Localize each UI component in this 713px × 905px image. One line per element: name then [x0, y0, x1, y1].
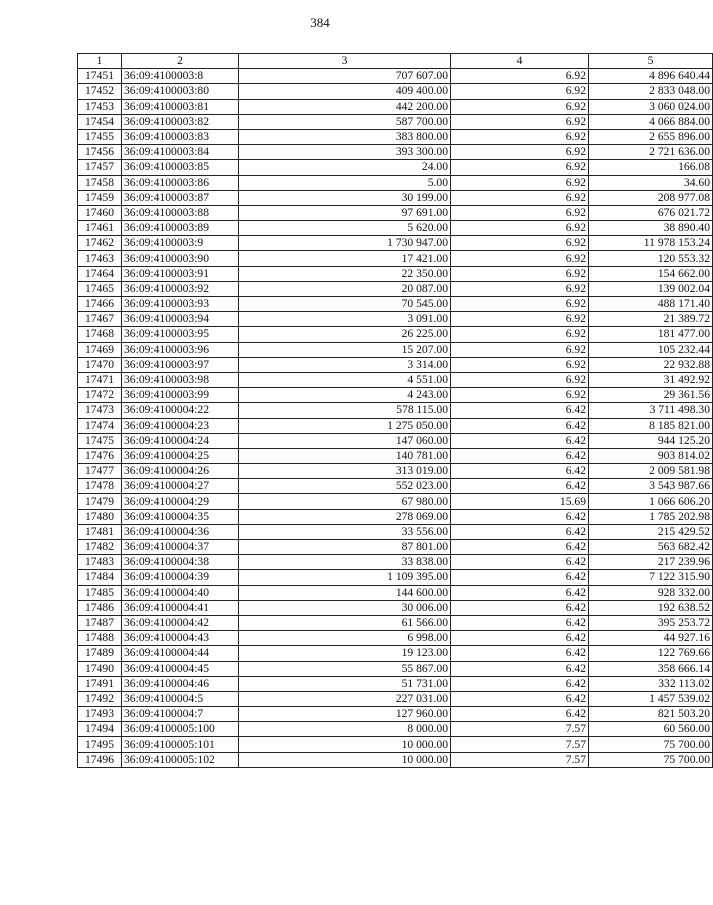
- table-row: [78, 221, 713, 236]
- table-cell: 17475: [78, 433, 122, 448]
- table-cell: 17462: [78, 236, 122, 251]
- table-cell: 8 000.00: [239, 722, 451, 737]
- table-cell: 36:09:4100003:85: [122, 160, 239, 175]
- table-cell: 17 421.00: [239, 251, 451, 266]
- table-cell: 7.57: [451, 752, 589, 767]
- table-cell: 6.42: [451, 661, 589, 676]
- table-cell: 10 000.00: [239, 752, 451, 767]
- table-cell: 36:09:4100003:97: [122, 357, 239, 372]
- table-cell: 36:09:4100003:89: [122, 221, 239, 236]
- table-cell: 17480: [78, 509, 122, 524]
- table-row: [78, 479, 713, 494]
- table-cell: 17472: [78, 388, 122, 403]
- table-cell: 6.92: [451, 266, 589, 281]
- table-cell: 36:09:4100004:5: [122, 691, 239, 706]
- table-cell: 1 066 606.20: [589, 494, 713, 509]
- table-cell: 36:09:4100004:37: [122, 540, 239, 555]
- table-cell: 36:09:4100003:8: [122, 69, 239, 84]
- table-cell: 1 785 202.98: [589, 509, 713, 524]
- table-cell: 313 019.00: [239, 464, 451, 479]
- table-row: [78, 190, 713, 205]
- table-cell: 6.92: [451, 160, 589, 175]
- table-cell: 6.42: [451, 615, 589, 630]
- table-cell: 97 691.00: [239, 205, 451, 220]
- table-cell: 7 122 315.90: [589, 570, 713, 585]
- table-row: [78, 707, 713, 722]
- table-cell: 36:09:4100003:99: [122, 388, 239, 403]
- table-cell: 3 314.00: [239, 357, 451, 372]
- table-cell: 2 655 896.00: [589, 129, 713, 144]
- table-cell: 36:09:4100004:25: [122, 448, 239, 463]
- table-cell: 144 600.00: [239, 585, 451, 600]
- table-cell: 6.92: [451, 297, 589, 312]
- table-cell: 15 207.00: [239, 342, 451, 357]
- table-cell: 6.42: [451, 676, 589, 691]
- table-cell: 24.00: [239, 160, 451, 175]
- table-cell: 6.92: [451, 145, 589, 160]
- table-row: [78, 388, 713, 403]
- table-row: [78, 160, 713, 175]
- table-cell: 4 243.00: [239, 388, 451, 403]
- table-cell: 6.42: [451, 418, 589, 433]
- table-cell: 1 109 395.00: [239, 570, 451, 585]
- table-cell: 6.42: [451, 585, 589, 600]
- table-cell: 6.42: [451, 646, 589, 661]
- table-row: [78, 205, 713, 220]
- table-row: [78, 737, 713, 752]
- table-body: [78, 69, 713, 768]
- table-cell: 6.92: [451, 69, 589, 84]
- table-cell: 17471: [78, 372, 122, 387]
- table-cell: 6.92: [451, 205, 589, 220]
- table-row: [78, 494, 713, 509]
- table-cell: 217 239.96: [589, 555, 713, 570]
- table-cell: 7.57: [451, 737, 589, 752]
- table-row: [78, 540, 713, 555]
- table-cell: 6.92: [451, 236, 589, 251]
- table-cell: 36:09:4100004:26: [122, 464, 239, 479]
- table-cell: 105 232.44: [589, 342, 713, 357]
- table-cell: 6.92: [451, 114, 589, 129]
- table-cell: 17496: [78, 752, 122, 767]
- table-cell: 6.92: [451, 221, 589, 236]
- table-cell: 38 890.40: [589, 221, 713, 236]
- table-cell: 6.92: [451, 175, 589, 190]
- table-row: [78, 297, 713, 312]
- table-cell: 6.92: [451, 281, 589, 296]
- table-cell: 36:09:4100004:42: [122, 615, 239, 630]
- table-cell: 6.92: [451, 190, 589, 205]
- table-cell: 6.92: [451, 388, 589, 403]
- table-cell: 1 730 947.00: [239, 236, 451, 251]
- table-row: [78, 570, 713, 585]
- table-cell: 6.42: [451, 403, 589, 418]
- table-cell: 393 300.00: [239, 145, 451, 160]
- table-row: [78, 266, 713, 281]
- table-cell: 30 006.00: [239, 600, 451, 615]
- table-cell: 903 814.02: [589, 448, 713, 463]
- table-row: [78, 509, 713, 524]
- table-cell: 75 700.00: [589, 737, 713, 752]
- table-cell: 70 545.00: [239, 297, 451, 312]
- table-cell: 17458: [78, 175, 122, 190]
- table-row: [78, 676, 713, 691]
- table-cell: 61 566.00: [239, 615, 451, 630]
- table-cell: 17461: [78, 221, 122, 236]
- table-cell: 215 429.52: [589, 524, 713, 539]
- table-cell: 36:09:4100004:7: [122, 707, 239, 722]
- table-cell: 17452: [78, 84, 122, 99]
- table-cell: 17451: [78, 69, 122, 84]
- table-cell: 552 023.00: [239, 479, 451, 494]
- table-cell: 36:09:4100003:88: [122, 205, 239, 220]
- table-cell: 17479: [78, 494, 122, 509]
- table-cell: 36:09:4100004:41: [122, 600, 239, 615]
- table-cell: 707 607.00: [239, 69, 451, 84]
- table-cell: 36:09:4100005:100: [122, 722, 239, 737]
- table-cell: 6.92: [451, 327, 589, 342]
- table-cell: 6.42: [451, 479, 589, 494]
- table-cell: 17455: [78, 129, 122, 144]
- table-cell: 1 275 050.00: [239, 418, 451, 433]
- table-cell: 332 113.02: [589, 676, 713, 691]
- table-cell: 17469: [78, 342, 122, 357]
- table-cell: 6.42: [451, 509, 589, 524]
- table-cell: 6.92: [451, 251, 589, 266]
- table-cell: 17468: [78, 327, 122, 342]
- table-cell: 6.42: [451, 555, 589, 570]
- table-cell: 3 543 987.66: [589, 479, 713, 494]
- table-row: [78, 585, 713, 600]
- column-header: 5: [589, 54, 713, 69]
- table-cell: 17487: [78, 615, 122, 630]
- table-cell: 17481: [78, 524, 122, 539]
- table-cell: 17474: [78, 418, 122, 433]
- table-cell: 36:09:4100003:9: [122, 236, 239, 251]
- table-row: [78, 615, 713, 630]
- table-cell: 36:09:4100004:43: [122, 631, 239, 646]
- table-cell: 227 031.00: [239, 691, 451, 706]
- table-cell: 6.42: [451, 433, 589, 448]
- table-cell: 36:09:4100004:36: [122, 524, 239, 539]
- table-cell: 6.42: [451, 631, 589, 646]
- table-cell: 17466: [78, 297, 122, 312]
- table-cell: 44 927.16: [589, 631, 713, 646]
- table-cell: 36:09:4100003:86: [122, 175, 239, 190]
- table-cell: 5.00: [239, 175, 451, 190]
- table-cell: 31 492.92: [589, 372, 713, 387]
- table-cell: 17464: [78, 266, 122, 281]
- table-cell: 17491: [78, 676, 122, 691]
- table-cell: 36:09:4100004:38: [122, 555, 239, 570]
- table-row: [78, 752, 713, 767]
- table-cell: 36:09:4100004:45: [122, 661, 239, 676]
- table-cell: 21 389.72: [589, 312, 713, 327]
- table-cell: 122 769.66: [589, 646, 713, 661]
- table-row: [78, 372, 713, 387]
- table-cell: 33 838.00: [239, 555, 451, 570]
- table-cell: 127 960.00: [239, 707, 451, 722]
- table-cell: 17488: [78, 631, 122, 646]
- table-cell: 36:09:4100004:40: [122, 585, 239, 600]
- table-cell: 11 978 153.24: [589, 236, 713, 251]
- table-row: [78, 403, 713, 418]
- table-cell: 17482: [78, 540, 122, 555]
- table-cell: 3 091.00: [239, 312, 451, 327]
- table-cell: 33 556.00: [239, 524, 451, 539]
- table-cell: 409 400.00: [239, 84, 451, 99]
- table-row: [78, 236, 713, 251]
- table-cell: 278 069.00: [239, 509, 451, 524]
- table-cell: 6.92: [451, 129, 589, 144]
- column-header: 2: [122, 54, 239, 69]
- table-cell: 36:09:4100003:95: [122, 327, 239, 342]
- table-cell: 17483: [78, 555, 122, 570]
- table-cell: 36:09:4100003:92: [122, 281, 239, 296]
- table-cell: 6 998.00: [239, 631, 451, 646]
- table-cell: 51 731.00: [239, 676, 451, 691]
- table-cell: 6.42: [451, 707, 589, 722]
- table-cell: 17456: [78, 145, 122, 160]
- table-cell: 36:09:4100003:98: [122, 372, 239, 387]
- table-row: [78, 464, 713, 479]
- table-cell: 67 980.00: [239, 494, 451, 509]
- table-cell: 821 503.20: [589, 707, 713, 722]
- table-cell: 17473: [78, 403, 122, 418]
- table-cell: 30 199.00: [239, 190, 451, 205]
- table-cell: 36:09:4100003:93: [122, 297, 239, 312]
- table-cell: 6.42: [451, 600, 589, 615]
- table-row: [78, 281, 713, 296]
- table-row: [78, 646, 713, 661]
- table-cell: 15.69: [451, 494, 589, 509]
- table-cell: 17490: [78, 661, 122, 676]
- table-cell: 563 682.42: [589, 540, 713, 555]
- table-row: [78, 129, 713, 144]
- table-row: [78, 175, 713, 190]
- table-cell: 60 560.00: [589, 722, 713, 737]
- page-number: 384: [310, 15, 330, 30]
- table-cell: 17467: [78, 312, 122, 327]
- table-cell: 36:09:4100003:80: [122, 84, 239, 99]
- table-cell: 1 457 539.02: [589, 691, 713, 706]
- data-table: [77, 53, 713, 768]
- table-cell: 4 896 640.44: [589, 69, 713, 84]
- table-cell: 75 700.00: [589, 752, 713, 767]
- column-header: 3: [239, 54, 451, 69]
- table-cell: 928 332.00: [589, 585, 713, 600]
- table-cell: 17494: [78, 722, 122, 737]
- column-header: 4: [451, 54, 589, 69]
- table-cell: 36:09:4100005:102: [122, 752, 239, 767]
- table-cell: 578 115.00: [239, 403, 451, 418]
- table-cell: 140 781.00: [239, 448, 451, 463]
- table-cell: 36:09:4100003:82: [122, 114, 239, 129]
- table-cell: 17478: [78, 479, 122, 494]
- table-cell: 36:09:4100004:44: [122, 646, 239, 661]
- table-row: [78, 99, 713, 114]
- table-cell: 6.92: [451, 342, 589, 357]
- table-cell: 10 000.00: [239, 737, 451, 752]
- table-cell: 17463: [78, 251, 122, 266]
- table-row: [78, 312, 713, 327]
- table-cell: 6.42: [451, 570, 589, 585]
- table-cell: 36:09:4100003:83: [122, 129, 239, 144]
- table-cell: 17486: [78, 600, 122, 615]
- table-cell: 36:09:4100003:91: [122, 266, 239, 281]
- table-row: [78, 661, 713, 676]
- table-cell: 154 662.00: [589, 266, 713, 281]
- table-cell: 6.92: [451, 312, 589, 327]
- table-cell: 147 060.00: [239, 433, 451, 448]
- table-cell: 36:09:4100004:23: [122, 418, 239, 433]
- table-cell: 17492: [78, 691, 122, 706]
- table-cell: 181 477.00: [589, 327, 713, 342]
- table-cell: 587 700.00: [239, 114, 451, 129]
- table-cell: 19 123.00: [239, 646, 451, 661]
- table-cell: 4 551.00: [239, 372, 451, 387]
- table-cell: 3 711 498.30: [589, 403, 713, 418]
- table-cell: 36:09:4100003:90: [122, 251, 239, 266]
- table-row: [78, 357, 713, 372]
- table-cell: 2 009 581.98: [589, 464, 713, 479]
- table-cell: 36:09:4100005:101: [122, 737, 239, 752]
- table-cell: 6.92: [451, 99, 589, 114]
- table-cell: 6.92: [451, 372, 589, 387]
- table-cell: 3 060 024.00: [589, 99, 713, 114]
- table-cell: 17460: [78, 205, 122, 220]
- table-row: [78, 418, 713, 433]
- table-cell: 26 225.00: [239, 327, 451, 342]
- table-cell: 139 002.04: [589, 281, 713, 296]
- table-cell: 87 801.00: [239, 540, 451, 555]
- table-cell: 36:09:4100003:87: [122, 190, 239, 205]
- table-row: [78, 433, 713, 448]
- table-cell: 442 200.00: [239, 99, 451, 114]
- table-cell: 36:09:4100004:24: [122, 433, 239, 448]
- table-row: [78, 327, 713, 342]
- table-cell: 676 021.72: [589, 205, 713, 220]
- table-cell: 208 977.08: [589, 190, 713, 205]
- table-cell: 17489: [78, 646, 122, 661]
- table-cell: 395 253.72: [589, 615, 713, 630]
- table-row: [78, 524, 713, 539]
- table-cell: 36:09:4100003:94: [122, 312, 239, 327]
- table-row: [78, 555, 713, 570]
- table-cell: 358 666.14: [589, 661, 713, 676]
- table-cell: 7.57: [451, 722, 589, 737]
- table-cell: 17454: [78, 114, 122, 129]
- column-header: 1: [78, 54, 122, 69]
- table-cell: 36:09:4100003:81: [122, 99, 239, 114]
- table-row: [78, 342, 713, 357]
- table-cell: 5 620.00: [239, 221, 451, 236]
- table-cell: 17476: [78, 448, 122, 463]
- table-cell: 192 638.52: [589, 600, 713, 615]
- table-row: [78, 448, 713, 463]
- table-row: [78, 600, 713, 615]
- header-row: [78, 54, 713, 69]
- table-cell: 488 171.40: [589, 297, 713, 312]
- table-cell: 17495: [78, 737, 122, 752]
- table-cell: 55 867.00: [239, 661, 451, 676]
- table-cell: 2 833 048.00: [589, 84, 713, 99]
- table-cell: 36:09:4100004:22: [122, 403, 239, 418]
- table-cell: 36:09:4100003:84: [122, 145, 239, 160]
- table-cell: 36:09:4100004:46: [122, 676, 239, 691]
- table-cell: 6.42: [451, 448, 589, 463]
- table-cell: 36:09:4100004:39: [122, 570, 239, 585]
- table-cell: 6.42: [451, 691, 589, 706]
- table-row: [78, 251, 713, 266]
- table-cell: 36:09:4100004:27: [122, 479, 239, 494]
- table-cell: 36:09:4100003:96: [122, 342, 239, 357]
- table-cell: 17484: [78, 570, 122, 585]
- table-cell: 120 553.32: [589, 251, 713, 266]
- table-cell: 29 361.56: [589, 388, 713, 403]
- table-cell: 6.92: [451, 357, 589, 372]
- table-cell: 2 721 636.00: [589, 145, 713, 160]
- table-cell: 17465: [78, 281, 122, 296]
- table-row: [78, 722, 713, 737]
- table-cell: 944 125.20: [589, 433, 713, 448]
- table-row: [78, 631, 713, 646]
- table-row: [78, 69, 713, 84]
- table-cell: 383 800.00: [239, 129, 451, 144]
- table-cell: 17485: [78, 585, 122, 600]
- table-cell: 17470: [78, 357, 122, 372]
- table-cell: 6.42: [451, 524, 589, 539]
- table-row: [78, 84, 713, 99]
- table-cell: 17493: [78, 707, 122, 722]
- table-cell: 17459: [78, 190, 122, 205]
- table-cell: 36:09:4100004:29: [122, 494, 239, 509]
- table-cell: 22 350.00: [239, 266, 451, 281]
- table-cell: 20 087.00: [239, 281, 451, 296]
- table-cell: 8 185 821.00: [589, 418, 713, 433]
- table-cell: 17477: [78, 464, 122, 479]
- table-cell: 22 932.88: [589, 357, 713, 372]
- table-row: [78, 691, 713, 706]
- table-cell: 36:09:4100004:35: [122, 509, 239, 524]
- table-cell: 17453: [78, 99, 122, 114]
- table-cell: 6.42: [451, 540, 589, 555]
- table-cell: 4 066 884.00: [589, 114, 713, 129]
- table-row: [78, 145, 713, 160]
- table-cell: 34.60: [589, 175, 713, 190]
- table-cell: 166.08: [589, 160, 713, 175]
- table-cell: 17457: [78, 160, 122, 175]
- table-cell: 6.92: [451, 84, 589, 99]
- table-cell: 6.42: [451, 464, 589, 479]
- table-row: [78, 114, 713, 129]
